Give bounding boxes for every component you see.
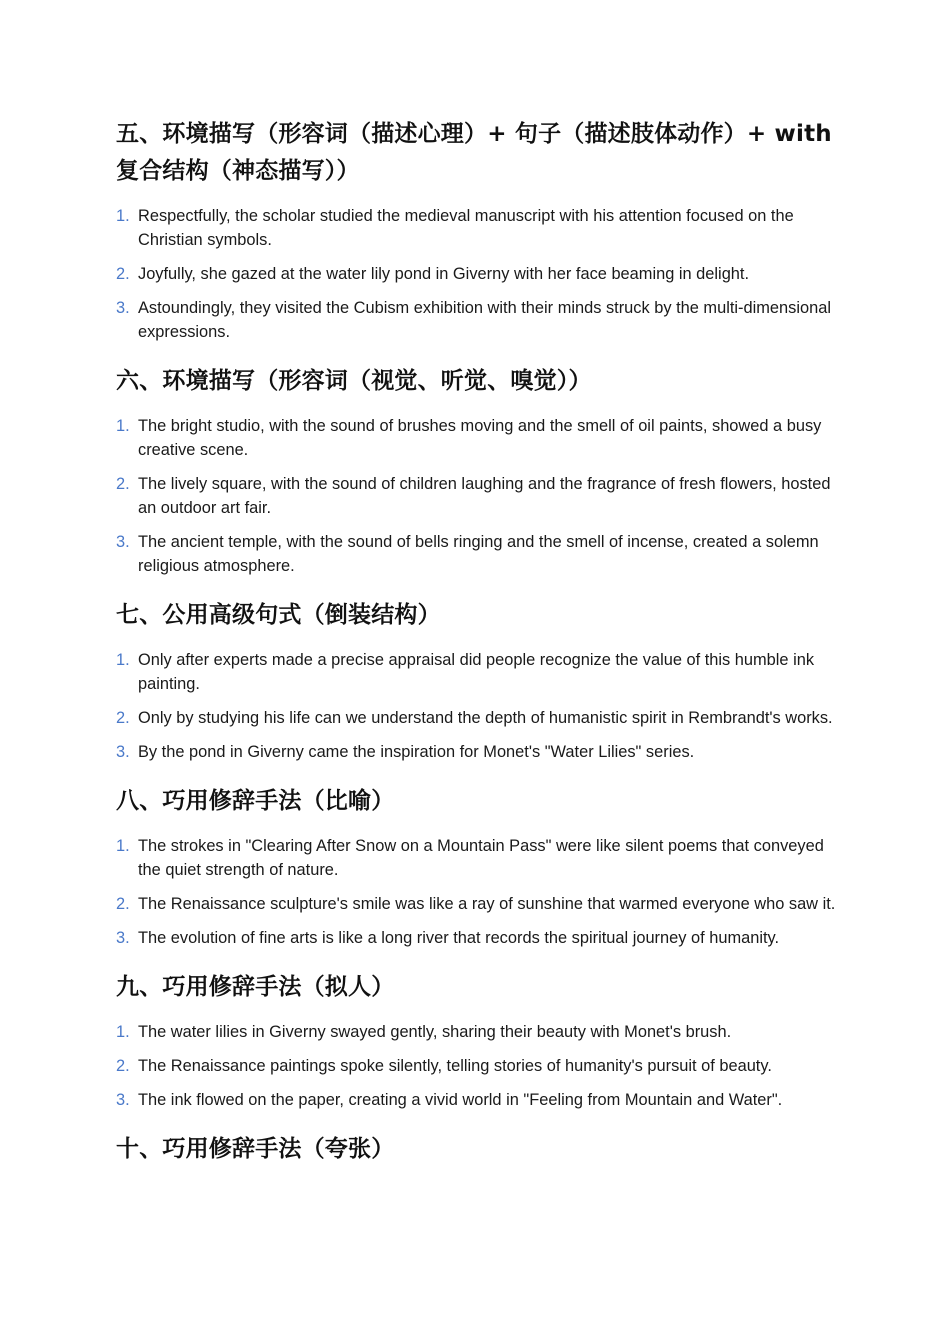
list-item [116, 1020, 840, 1044]
item-number: 2. [116, 709, 130, 727]
item-text: The strokes in "Clearing After Snow on a Mountain Pass" were like silent poems that conveyed the quiet strength of nature. [138, 837, 824, 879]
item-text: The ink flowed on the paper, creating a vivid world in "Feeling from Mountain and Water". [138, 1091, 783, 1109]
item-number: 2. [116, 265, 130, 283]
item-number: 3. [116, 743, 130, 761]
item-number: 2. [116, 475, 130, 493]
item-text: The Renaissance sculpture's smile was like a ray of sunshine that warmed everyone who saw it. [138, 895, 836, 913]
document-page [116, 112, 840, 1168]
list-item [116, 834, 840, 882]
item-number: 3. [116, 299, 130, 317]
item-number: 1. [116, 417, 130, 435]
list-item [116, 648, 840, 696]
section-inversion [116, 597, 840, 764]
list-item [116, 1054, 840, 1078]
list-item [116, 706, 840, 730]
item-number: 1. [116, 1023, 130, 1041]
section-title: 九、巧用修辞手法（拟人） [116, 974, 395, 1000]
item-text: Astoundingly, they visited the Cubism exhibition with their minds struck by the multi-dimensional expressions. [138, 299, 831, 341]
section-title: 六、环境描写（形容词（视觉、听觉、嗅觉）） [116, 368, 592, 394]
item-text: By the pond in Giverny came the inspiration for Monet's "Water Lilies" series. [138, 743, 695, 761]
section-title: 十、巧用修辞手法（夸张） [116, 1136, 395, 1162]
list-item [116, 262, 840, 286]
item-number: 1. [116, 651, 130, 669]
list-item [116, 296, 840, 344]
list-item [116, 1088, 840, 1112]
item-text: The bright studio, with the sound of brushes moving and the smell of oil paints, showed a busy creative scene. [138, 417, 822, 459]
item-number: 3. [116, 1091, 130, 1109]
item-number: 1. [116, 837, 130, 855]
example-list [116, 648, 840, 764]
item-number: 1. [116, 207, 130, 225]
example-list [116, 204, 840, 344]
item-text: The ancient temple, with the sound of bells ringing and the smell of incense, created a solemn religious atmosphere. [138, 533, 819, 575]
item-number: 2. [116, 895, 130, 913]
item-number: 3. [116, 929, 130, 947]
list-item [116, 740, 840, 764]
list-item [116, 530, 840, 578]
list-item [116, 414, 840, 462]
list-item [116, 204, 840, 252]
example-list [116, 414, 840, 578]
item-text: The Renaissance paintings spoke silently, telling stories of humanity's pursuit of beauty. [138, 1057, 772, 1075]
section-personification [116, 969, 840, 1112]
item-number: 2. [116, 1057, 130, 1075]
example-list [116, 834, 840, 950]
item-text: Only after experts made a precise appraisal did people recognize the value of this humble ink painting. [138, 651, 815, 693]
section-title: 七、公用高级句式（倒装结构） [116, 602, 441, 628]
item-text: Only by studying his life can we understand the depth of humanistic spirit in Rembrandt's works. [138, 709, 833, 727]
item-text: The evolution of fine arts is like a long river that records the spiritual journey of humanity. [138, 929, 780, 947]
item-text: Respectfully, the scholar studied the medieval manuscript with his attention focused on the Christian symbols. [138, 207, 794, 249]
item-text: The water lilies in Giverny swayed gently, sharing their beauty with Monet's brush. [138, 1023, 732, 1041]
list-item [116, 926, 840, 950]
section-simile [116, 783, 840, 950]
list-item [116, 892, 840, 916]
item-text: The lively square, with the sound of children laughing and the fragrance of fresh flowers, hosted an outdoor art fair. [138, 475, 831, 517]
example-list [116, 1020, 840, 1112]
section-hyperbole [116, 1131, 840, 1168]
section-title: 五、环境描写（形容词（描述心理）+ 句子（描述肢体动作）+ with 复合结构（神态描写）） [116, 121, 832, 184]
list-item [116, 472, 840, 520]
item-text: Joyfully, she gazed at the water lily pond in Giverny with her face beaming in delight. [138, 265, 750, 283]
section-title: 八、巧用修辞手法（比喻） [116, 788, 395, 814]
item-number: 3. [116, 533, 130, 551]
section-environment-psychology [116, 116, 840, 344]
section-environment-senses [116, 363, 840, 578]
